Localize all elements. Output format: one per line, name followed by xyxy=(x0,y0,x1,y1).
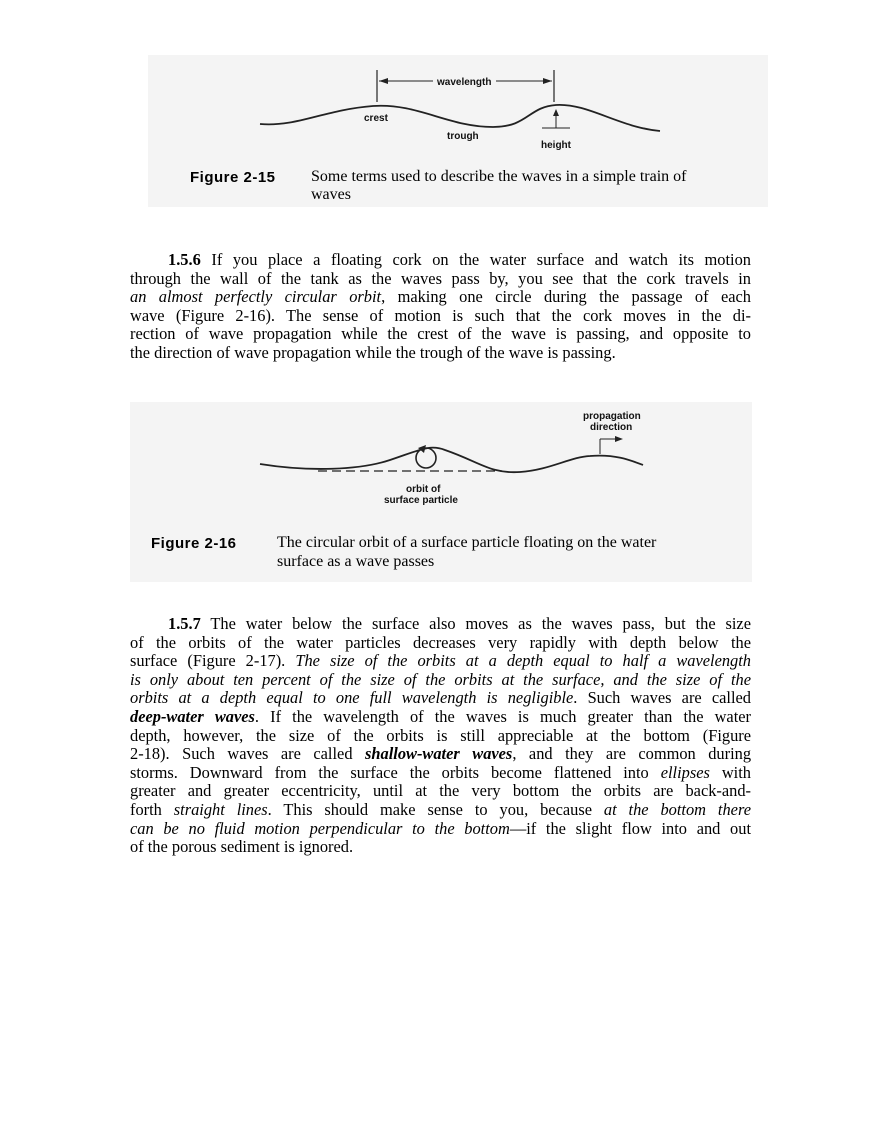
text-line: wave (Figure 2-16). The sense of motion is such that the cork moves in the di- xyxy=(130,305,751,325)
text-line: rection of wave propagation while the crest of the wave is passing, and opposite to xyxy=(130,324,751,344)
label-propagation: propagation xyxy=(583,411,641,422)
arrowhead-left xyxy=(379,78,388,84)
text-line: surface (Figure 2-17). xyxy=(130,651,296,671)
label-trough: trough xyxy=(447,131,479,142)
emphasis: at the bottom there xyxy=(603,799,751,819)
figure-2-16 xyxy=(130,402,752,582)
term-shallow-water-waves: shallow-water waves xyxy=(365,744,513,764)
text-line: the direction of wave propagation while the trough of the wave is passing. xyxy=(130,342,616,362)
paragraph-1-5-6 xyxy=(130,251,751,363)
text-line: If you place a floating cork on the water surface and watch its motion xyxy=(211,250,751,269)
emphasis: The size of the orbits at a depth equal to half a wavelength xyxy=(295,651,751,671)
text-line: forth xyxy=(130,799,174,819)
text-line: storms. Downward from the surface the orbits become flattened into xyxy=(130,762,661,782)
text-line: . If the wavelength of the waves is much greater than the water xyxy=(254,706,751,726)
section-number-1-5-6: 1.5.6 xyxy=(168,250,201,269)
text-line: of the orbits of the water particles decreases very rapidly with depth below the xyxy=(130,632,751,652)
text-line: greater and greater eccentricity, until at the very bottom the orbits are back-and- xyxy=(130,781,751,801)
label-height: height xyxy=(541,140,571,151)
figure-2-15 xyxy=(148,55,768,207)
text-line: of the porous sediment is ignored. xyxy=(130,837,354,857)
wave-profile xyxy=(260,448,643,473)
term-deep-water-waves: deep-water waves xyxy=(130,706,255,726)
figure-2-16-number: Figure 2-16 xyxy=(151,535,237,552)
label-surface-particle: surface particle xyxy=(384,495,458,506)
emphasis: is only about ten percent of the size of the orbits at the surface, and the size of the xyxy=(130,669,751,689)
text-line: The water below the surface also moves as the waves pass, but the size xyxy=(210,614,751,633)
emphasis: ellipses xyxy=(660,762,710,782)
text-line: , making one circle during the passage of each xyxy=(381,287,751,307)
text-line: —if the slight flow into and out xyxy=(509,818,751,838)
figure-2-15-caption-line2: waves xyxy=(311,186,351,203)
figure-2-16-caption-line2: surface as a wave passes xyxy=(277,553,435,570)
arrowhead-right xyxy=(543,78,552,84)
label-orbit-of: orbit of xyxy=(406,484,441,495)
label-direction: direction xyxy=(590,422,633,433)
figure-2-16-diagram xyxy=(130,402,752,582)
wave-profile xyxy=(260,105,660,131)
height-arrowhead xyxy=(553,109,559,116)
figure-2-16-caption-line1: The circular orbit of a surface particle floating on the water xyxy=(277,534,657,551)
text-line: . This should make sense to you, because xyxy=(267,799,604,819)
figure-2-15-caption-line1: Some terms used to describe the waves in a simple train of xyxy=(311,168,687,185)
paragraph-1-5-7 xyxy=(130,615,751,857)
text-line: with xyxy=(709,762,751,782)
label-crest: crest xyxy=(364,113,388,124)
propagation-arrowhead xyxy=(615,436,623,442)
section-number-1-5-7: 1.5.7 xyxy=(168,614,201,633)
label-wavelength: wavelength xyxy=(437,77,492,88)
text-line: , and they are common during xyxy=(512,744,752,764)
text-line: 2-18). Such waves are called xyxy=(130,744,366,764)
particle-orbit xyxy=(416,448,436,468)
emphasis: straight lines xyxy=(173,799,268,819)
text-line: depth, however, the size of the orbits is still appreciable at the bottom (Figure xyxy=(130,725,751,745)
text-line: through the wall of the tank as the waves pass by, you see that the cork travels in xyxy=(130,268,751,288)
emphasis: an almost perfectly circular orbit xyxy=(130,287,382,307)
emphasis: can be no fluid motion perpendicular to the bottom xyxy=(130,818,510,838)
emphasis: orbits at a depth equal to one full wavelength is negligible xyxy=(130,688,574,708)
figure-2-15-number: Figure 2-15 xyxy=(190,169,276,186)
text-line: . Such waves are called xyxy=(573,688,751,708)
